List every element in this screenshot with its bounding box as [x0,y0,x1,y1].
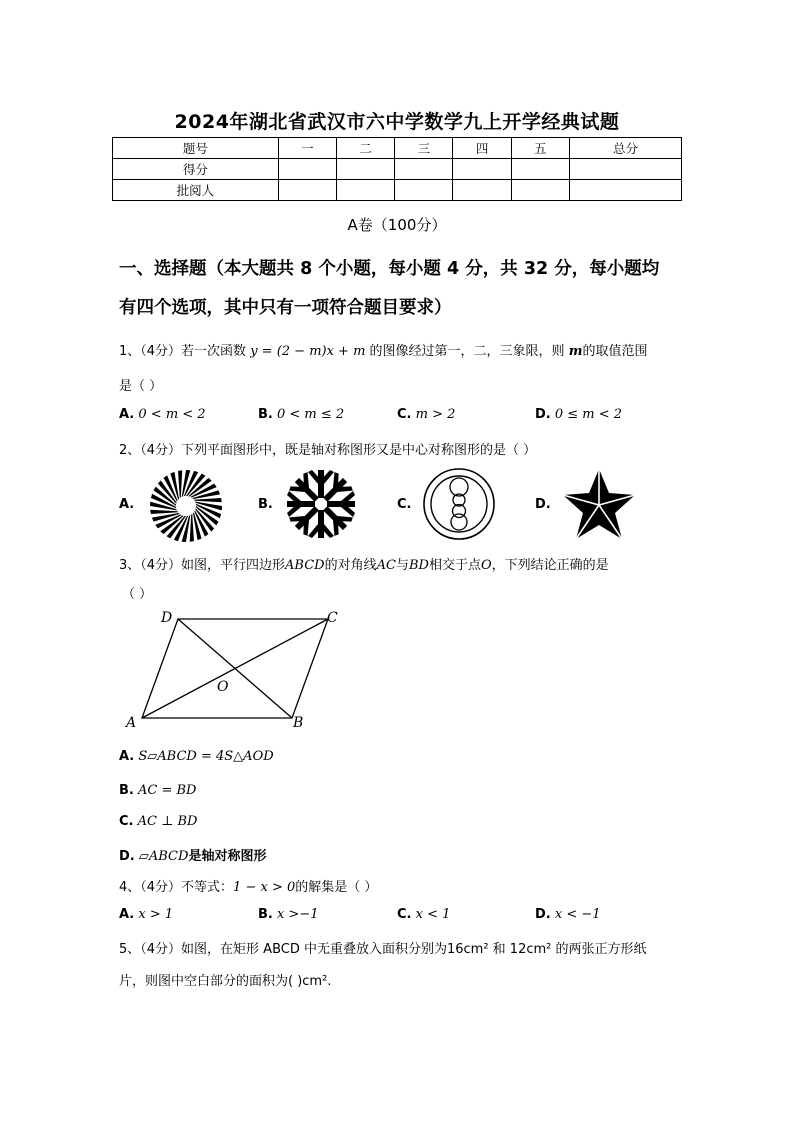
score-cell[interactable] [453,180,511,201]
sunburst-ray [194,498,222,502]
q3-abcd: ABCD [285,558,325,573]
page-title: 2024年湖北省武汉市六中学数学九上开学经典试题 [174,111,620,133]
option-tail: 是轴对称图形 [188,849,267,864]
question-5-line2: 片，则图中空白部分的面积为( )cm². [119,974,332,989]
score-cell[interactable] [278,180,336,201]
sunburst-ray [178,470,182,498]
table-row [113,138,682,159]
q1-option-a[interactable] [119,407,206,422]
label-d: D [161,610,173,626]
q3-bd: BD [408,558,429,573]
score-cell[interactable] [569,180,681,201]
option-text: 0 ≤ m < 2 [554,407,623,422]
option-text: AC = BD [138,783,197,798]
table-cell: 一 [278,138,336,159]
score-cell[interactable] [395,180,453,201]
option-text: 0 < m < 2 [138,407,206,422]
option-label: D. [535,907,551,922]
star-figure-icon [561,467,637,543]
option-label: A. [119,407,135,422]
option-label: B. [119,783,134,798]
q3-mid1: 的对角线 [324,558,377,573]
score-cell[interactable] [337,159,395,180]
table-row [113,180,682,201]
q1-suffix2: 的取值范围 [582,344,648,359]
score-cell[interactable] [337,180,395,201]
snowflake-figure-icon [285,468,357,540]
q4-formula: 1 − x > 0 [233,880,296,895]
q3-mid2: 与 [395,558,409,573]
score-cell[interactable] [511,159,569,180]
q3-o: O [480,558,492,573]
option-label: C. [119,814,134,829]
question-3 [119,554,689,573]
score-cell[interactable] [511,180,569,201]
nested-circles-figure-icon [422,467,496,541]
q3-option-d[interactable] [119,845,266,864]
option-label: C. [397,407,412,422]
option-label: D. [535,407,551,422]
option-text: ▱ABCD [138,849,189,864]
q1-formula: y = (2 − m)x + m [250,344,366,359]
part-heading-line2: 有四个选项，其中只有一项符合题目要求） [119,298,452,318]
table-cell: 四 [453,138,511,159]
q4-option-b[interactable] [258,907,319,922]
q4-suffix: 的解集是（ ） [295,880,378,895]
table-cell: 二 [337,138,395,159]
question-1-line2: 是（ ） [119,379,163,394]
sunburst-ray [150,510,178,514]
question-1 [119,340,689,359]
q4-option-d[interactable] [535,907,601,922]
parallelogram-figure [120,605,350,730]
option-label: B. [258,407,273,422]
option-text: S▱ABCD = 4S△AOD [138,749,274,764]
table-cell: 题号 [113,138,279,159]
table-cell: 总分 [569,138,681,159]
q3-option-a[interactable] [119,749,274,764]
sunburst-figure-icon [148,468,224,544]
q4-option-a[interactable] [119,907,173,922]
table-cell: 得分 [113,159,279,180]
table-row [113,159,682,180]
part-heading-line1: 一、选择题（本大题共 8 个小题，每小题 4 分，共 32 分，每小题均 [119,259,660,279]
q3-ac: AC [376,558,396,573]
table-cell: 批阅人 [113,180,279,201]
q1-option-d[interactable] [535,407,622,422]
option-label: D. [119,849,135,864]
q1-option-c[interactable] [397,407,455,422]
question-4 [119,876,689,895]
option-label: B. [258,907,273,922]
score-table [112,137,682,201]
q2-option-d[interactable]: D. [535,497,551,512]
question-3-line2: （ ） [122,587,153,602]
option-text: 0 < m ≤ 2 [277,407,345,422]
q3-mid3: 相交于点 [428,558,481,573]
q3-option-b[interactable] [119,783,196,798]
option-label: A. [119,749,135,764]
q1-prefix: 1、（4分）若一次函数 [119,344,247,359]
question-2: 2、（4分）下列平面图形中，既是轴对称图形又是中心对称图形的是（ ） [119,443,537,458]
label-a: A [126,715,137,730]
q4-prefix: 4、（4分）不等式： [119,880,234,895]
score-cell[interactable] [395,159,453,180]
q3-prefix: 3、（4分）如图，平行四边形 [119,558,286,573]
question-5: 5、（4分）如图，在矩形 ABCD 中无重叠放入面积分别为16cm² 和 12cm² 的两张正方形纸 [119,942,647,957]
q3-suffix: ，下列结论正确的是 [491,558,609,573]
section-heading: A卷（100分） [347,216,447,234]
table-cell: 五 [511,138,569,159]
q1-suffix: 的图像经过第一，二，三象限，则 [369,344,565,359]
q1-var: m [568,344,583,359]
option-text: x > 1 [138,907,174,922]
score-cell[interactable] [569,159,681,180]
q2-option-a[interactable]: A. [119,497,135,512]
label-b: B [293,715,304,730]
q4-option-c[interactable] [397,907,450,922]
label-o: O [217,679,229,695]
sunburst-ray [190,514,194,542]
option-text: m > 2 [415,407,456,422]
score-cell[interactable] [453,159,511,180]
q1-option-b[interactable] [258,407,344,422]
option-text: x >−1 [277,907,319,922]
table-cell: 三 [395,138,453,159]
q2-option-c[interactable]: C. [397,497,412,512]
q2-option-b[interactable]: B. [258,497,273,512]
option-text: x < −1 [554,907,601,922]
option-text: x < 1 [415,907,451,922]
option-label: C. [397,907,412,922]
score-cell[interactable] [278,159,336,180]
option-label: A. [119,907,135,922]
q3-option-c[interactable] [119,814,197,829]
label-c: C [327,610,338,626]
option-text: AC ⊥ BD [137,814,198,829]
